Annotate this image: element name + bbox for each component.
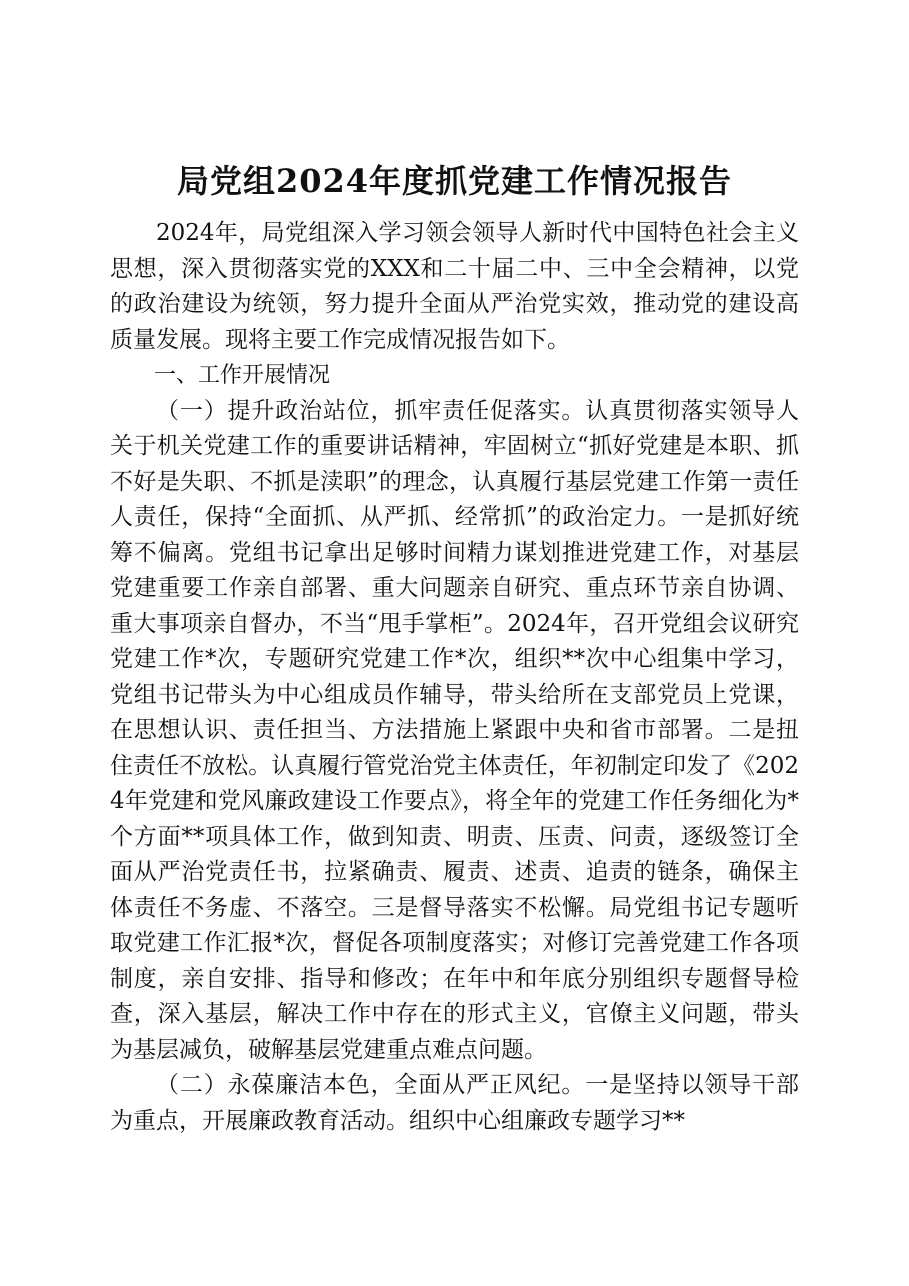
intro-paragraph: 2024年，局党组深入学习领会领导人新时代中国特色社会主义思想，深入贯彻落实党的XXX和二十届二中、三中全会精神，以党的政治建设为统领，努力提升全面从严治党实效，推动党的建设高质量发展。现将主要工作完成情况报告如下。 [110, 220, 799, 353]
document-title: 局党组2024年度抓党建工作情况报告 [176, 162, 733, 200]
subsection-1-body: 认真贯彻落实领导人关于机关党建工作的重要讲话精神，牢固树立“抓好党建是本职、抓不好是失职、不抓是渎职”的理念，认真履行基层党建工作第一责任人责任，保持“全面抓、从严抓、经常抓”的政治定力。一是抓好统筹不偏离。党组书记拿出足够时间精力谋划推进党建工作，对基层党建重要工作亲自部署、重大问题亲自研究、重点环节亲自协调、重大事项亲自督办，不当“甩手掌柜”。2024年，召开党组会议研究党建工作*次，专题研究党建工作*次，组织**次中心组集中学习，党组书记带头为中心组成员作辅导，带头给所在支部党员上党课，在思想认识、责任担当、方法措施上紧跟中央和省市部署。二是扭住责任不放松。认真履行管党治党主体责任，年初制定印发了《2024年党建和党风廉政建设工作要点》，将全年的党建工作任务细化为*个方面**项具体工作，做到知责、明责、压责、问责，逐级签订全面从严治党责任书，拉紧确责、履责、述责、追责的链条，确保主体责任不务虚、不落空。三是督导落实不松懈。局党组书记专题听取党建工作汇报*次，督促各项制度落实；对修订完善党建工作各项制度，亲自安排、指导和修改；在年中和年底分别组织专题督导检查，深入基层，解决工作中存在的形式主义，官僚主义问题，带头为基层减负，破解基层党建重点难点问题。 [110, 397, 800, 1063]
subsection-1-lead: （一）提升政治站位，抓牢责任促落实。 [156, 397, 586, 424]
section-heading-work-progress: 一、工作开展情况 [154, 363, 331, 388]
subsection-1-paragraph [110, 394, 799, 1069]
subsection-2-paragraph [110, 1068, 799, 1139]
subsection-2-body: 一是坚持以领导干部为重点，开展廉政教育活动。组织中心组廉政专题学习** [110, 1072, 800, 1134]
subsection-2-lead: （二）永葆廉洁本色，全面从严正风纪。 [156, 1072, 586, 1098]
